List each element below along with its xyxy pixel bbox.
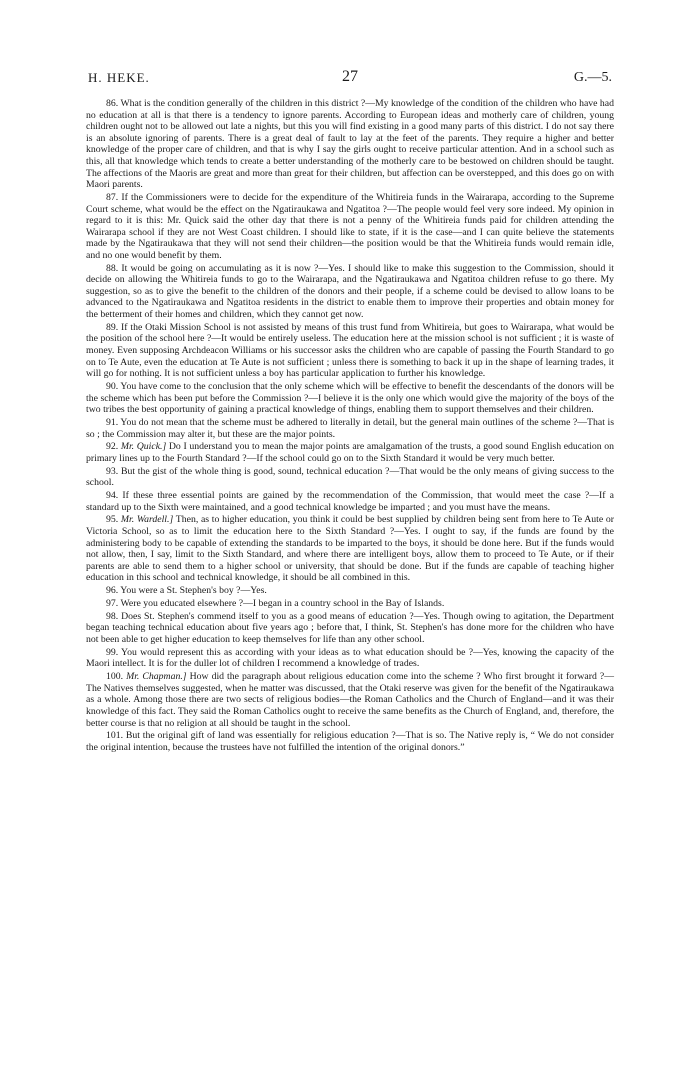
paragraph-100 bbox=[86, 671, 614, 729]
paragraph-text: But the original gift of land was essentially for religious education ?—That is so. The Native reply is, “ We do not consider the original intention, because the trustees have not fulfilled the intention of the original donors.” bbox=[86, 730, 615, 753]
paragraph-text: It would be going on accumulating as it is now ?—Yes. I should like to make this suggestion to the Commission, should it decide on allowing the Whitireia funds to go to the Wairarapa, and the Ngatiraukawa and Ngatitoa children refuse to go there. My suggestion, so as to give the benefit to the children of the donors and their people, if a scheme could be devised to allow loans to be advanced to the Ngatiraukawa and Ngatitoa residents in the district to enable them to improve their properties and obtain money for the betterment of their homes and children, which they cannot get now. bbox=[86, 262, 614, 321]
paragraph-number: 89. bbox=[106, 321, 119, 333]
paragraph-text: If the Commissioners were to decide for the expenditure of the Whitireia funds in the Wairarapa, according to the Supreme Court scheme, what would be the effect on the Ngatiraukawa and Ngatitoa ?—The people would feel very sore indeed. My opinion in regard to it is this: Mr. Quick said the other day that there is not a penny of the Whitireia funds paid for children attending the Wairarapa school if they are not West Coast children. I should like to state, if it is the case—and I can quite believe the statements made by the Ngatiraukawa that they will not send their children—the position would be that the Whitireia funds would remain idle, and no one would benefit by them. bbox=[86, 191, 615, 261]
paragraph-number: 98. bbox=[106, 610, 119, 622]
paragraph-text: How did the paragraph about religious education come into the scheme ? Who first brought it forward ?—The Natives themselves suggested, when he matter was discussed, that the Otaki reserve was given for the benefit of the Ngatiraukawa as a whole. Among those there are two sects of religious bodies—the Roman Catholics and the Church of England—and it was their knowledge of this fact. They said the Roman Catholics ought to receive the same benefits as the Church of England, and, therefore, the better course is that no religion at all should be taught in the school. bbox=[86, 671, 614, 729]
paragraph-101 bbox=[86, 730, 614, 753]
paragraph-text: Were you educated elsewhere ?—I began in a country school in the Bay of Islands. bbox=[120, 598, 445, 609]
paragraph-text: You were a St. Stephen's boy ?—Yes. bbox=[120, 585, 267, 597]
paragraph-number: 93. bbox=[106, 465, 119, 477]
paragraph-number: 92. bbox=[106, 441, 119, 453]
speaker-label: Mr. Quick.] bbox=[120, 441, 167, 453]
paragraph-98 bbox=[86, 611, 614, 646]
paragraph-text: You do not mean that the scheme must be adhered to literally in detail, but the general main outlines of the scheme ?—That is so ; the Commission may alter it, but these are the major points. bbox=[86, 416, 614, 440]
speaker-label: Mr. Chapman.] bbox=[126, 671, 187, 683]
paragraph-89 bbox=[86, 322, 614, 380]
paragraph-99 bbox=[86, 647, 614, 670]
paragraph-number: 88. bbox=[106, 262, 119, 274]
speaker-label: Mr. Wardell.] bbox=[120, 514, 174, 526]
paragraph-94 bbox=[86, 490, 614, 513]
paragraph-text: Do I understand you to mean the major points are amalgamation of the trusts, a good sound English education on primary lines up to the Fourth Standard ?—If the school could go on to the Sixth Standard it would be very much better. bbox=[86, 441, 614, 464]
paragraph-number: 95. bbox=[106, 514, 119, 526]
paragraph-text: You would represent this as according with your ideas as to what education should be ?—Yes, knowing the capacity of the Maori intellect. It is for the duller lot of children I recommend a knowledge of trades. bbox=[86, 646, 615, 670]
paragraph-88 bbox=[86, 263, 614, 321]
paragraph-number: 86. bbox=[106, 98, 119, 109]
paragraph-number: 97. bbox=[106, 598, 119, 609]
paragraph-93 bbox=[86, 466, 614, 489]
paragraph-97 bbox=[86, 598, 614, 610]
paragraph-number: 100. bbox=[106, 671, 124, 683]
testimony-body bbox=[86, 98, 614, 755]
paragraph-90 bbox=[86, 381, 614, 416]
paragraph-number: 94. bbox=[106, 490, 119, 502]
paragraph-number: 101. bbox=[106, 730, 124, 742]
header-running-title: H. HEKE. bbox=[88, 70, 150, 85]
paragraph-number: 90. bbox=[106, 381, 119, 392]
paragraph-91 bbox=[86, 417, 614, 440]
paragraph-86 bbox=[86, 98, 614, 191]
paragraph-text: Does St. Stephen's commend itself to you as a good means of education ?—Yes. Though owing to agitation, the Department began teaching technical education about five years ago ; before that, I think, St. Stephen's has done more for the children who have not been able to get higher education to keep themselves for life than any other school. bbox=[86, 610, 615, 645]
paragraph-92 bbox=[86, 441, 614, 464]
paragraph-87 bbox=[86, 192, 614, 262]
paragraph-text: But the gist of the whole thing is good, sound, technical education ?—That would be the only means of giving success to the school. bbox=[86, 465, 615, 489]
header-page-number: 27 bbox=[342, 68, 358, 85]
paragraph-number: 99. bbox=[106, 646, 119, 658]
paragraph-text: You have come to the conclusion that the only scheme which will be effective to benefit the descendants of the donors will be the scheme which has been put before the Commission ?—I believe it is the only one which would give the majority of the boys of the two tribes the best opportunity of gaining a practical knowledge of things, enabling them to support themselves and their children. bbox=[86, 381, 614, 416]
header-document-code: G.—5. bbox=[573, 70, 612, 85]
paragraph-96 bbox=[86, 585, 614, 597]
paragraph-number: 87. bbox=[106, 191, 119, 203]
paragraph-number: 96. bbox=[106, 585, 119, 597]
paragraph-text: Then, as to higher education, you think it could be best supplied by children being sent from here to Te Aute or Victoria School, so as to limit the education here to the Sixth Standard ?—Yes. I ought to say, if the funds are found by the administering body to be capable of extending the standards to be imparted to the boys, it should be done here. But if the funds would not allow, then, I say, limit to the Sixth Standard, and where there are intelligent boys, allow them to proceed to Te Aute, or if their parents are able to send them to a higher school or university, that should be done. But if the funds are capable of teaching higher education in this school and technical knowledge, it should be all combined in this. bbox=[86, 514, 614, 584]
paragraph-number: 91. bbox=[106, 416, 119, 428]
paragraph-text: If the Otaki Mission School is not assisted by means of this trust fund from Whitireia, but goes to Wairarapa, what would be the position of the school here ?—It would be entirely useless. The education here at the mission school is not sufficient ; it is waste of money. Even supposing Archdeacon Williams or his successor asks the children who are capable of passing the Fourth Standard to go on to Te Aute, even the education at Te Aute is not sufficient ; unless there is something to back it up in the shape of learning trades, it will go for nothing. It is not sufficient unless a boy has particular application to further his knowledge. bbox=[86, 321, 614, 380]
page-header bbox=[88, 70, 612, 88]
paragraph-95 bbox=[86, 514, 614, 584]
paragraph-text: What is the condition generally of the children in this district ?—My knowledge of the condition of the children who have had no education at all is that there is a tendency to ignore parents. According to European ideas and motherly care of children, young children ought not to be allowed out late a nights, but this you will find existing in a good many parts of this district. I do not say there is an absolute ignoring of parents. There is a great deal of fault to lay at the feet of the parents. They require a higher and better knowledge of the proper care of children, and that is why I say the girls ought to receive particular attention. And in a school such as this, all that knowledge which tends to create a better understanding of the motherly care to be bestowed on children should be taught. The affections of the Maoris are great and more than great for their children, but affection can be overstepped, and this does go on with Maori parents. bbox=[86, 98, 615, 191]
paragraph-text: If these three essential points are gained by the recommendation of the Commission, that would meet the case ?—If a standard up to the Sixth were maintained, and a good technical knowledge be imparted ; and you must have the means. bbox=[86, 490, 615, 513]
